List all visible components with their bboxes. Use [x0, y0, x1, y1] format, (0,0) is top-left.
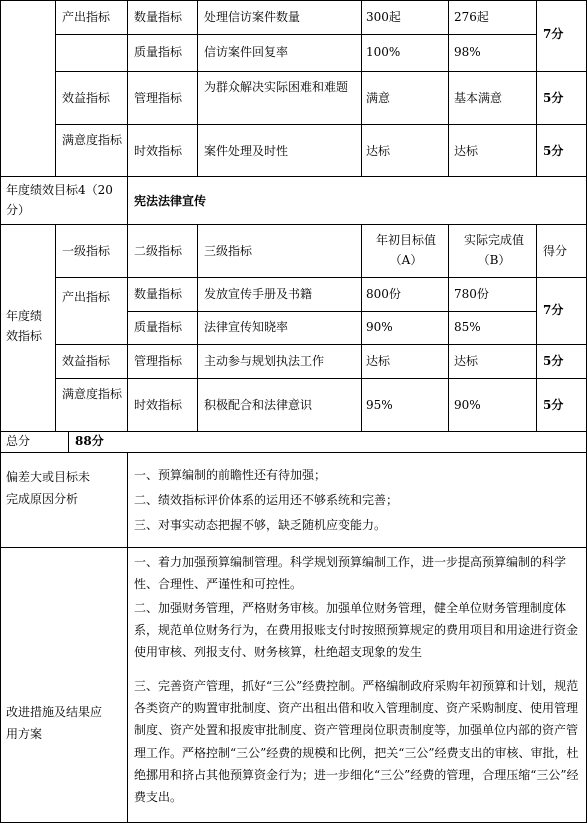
- target-value: 300起: [366, 10, 401, 24]
- rule: [55, 344, 587, 345]
- target-value: 95%: [366, 398, 393, 412]
- deviation-item: 一、预算编制的前瞻性还有待加强；: [134, 468, 327, 482]
- rule: [536, 224, 537, 431]
- rule: [197, 224, 198, 431]
- header-score: 得分: [543, 244, 568, 258]
- level3-cell: 主动参与规划执法工作: [204, 354, 325, 368]
- rule: [0, 452, 587, 453]
- rule: [197, 0, 198, 176]
- level2-cell: 数量指标: [134, 287, 183, 301]
- output-indicator-label: 产出指标: [62, 290, 111, 304]
- rule: [448, 0, 449, 176]
- actual-value: 基本满意: [454, 91, 503, 105]
- target-value: 90%: [366, 320, 393, 334]
- level3-cell: 积极配合和法律意识: [204, 398, 313, 412]
- target-value: 达标: [366, 144, 391, 158]
- rule: [361, 0, 362, 176]
- satisfaction-indicator-label: 满意度指标: [62, 133, 123, 147]
- rule: [0, 0, 1, 823]
- improvement-paragraph: 二、加强财务管理，严格财务审核。加强单位财务管理，健全单位财务管理制度体系，规范单位财务行为，在费用报账支付时按照预算规定的费用项目和用途进行资金使用审核、列报支付、财务核算，杜绝超支现象的发生: [134, 601, 579, 660]
- rule: [0, 0, 587, 1]
- actual-value: 276起: [454, 10, 489, 24]
- total-value: 88分: [75, 434, 104, 448]
- level2-cell: 质量指标: [134, 320, 183, 334]
- improvement-label: 改进措施及结果应用方案: [6, 705, 103, 741]
- rule: [127, 0, 128, 224]
- rule: [127, 452, 128, 823]
- rule: [55, 277, 587, 278]
- rule: [0, 224, 587, 225]
- rule: [127, 224, 128, 431]
- header-actual: 实际完成值（B）: [463, 233, 524, 267]
- score-value: 5分: [543, 91, 564, 105]
- actual-value: 达标: [454, 144, 479, 158]
- deviation-label: 偏差大或目标未完成原因分析: [6, 470, 91, 506]
- header-target: 年初目标值（A）: [375, 233, 436, 267]
- rule: [55, 224, 56, 431]
- header-level2: 二级指标: [134, 244, 183, 258]
- total-label: 总分: [6, 434, 31, 448]
- target-value: 满意: [366, 91, 391, 105]
- rule: [536, 0, 537, 176]
- level2-cell: 时效指标: [134, 398, 183, 412]
- level3-cell: 处理信访案件数量: [204, 10, 301, 24]
- deviation-item: 三、对事实动态把握不够，缺乏随机应变能力。: [134, 518, 387, 532]
- benefit-indicator-label: 效益指标: [62, 91, 111, 105]
- header-level3: 三级指标: [204, 244, 253, 258]
- level2-cell: 管理指标: [134, 91, 183, 105]
- rule: [448, 224, 449, 431]
- deviation-item: 二、绩效指标评价体系的运用还不够系统和完善；: [134, 493, 399, 507]
- score-value: 7分: [543, 303, 564, 317]
- level2-cell: 时效指标: [134, 144, 183, 158]
- target-value: 100%: [366, 45, 401, 59]
- improvement-paragraph: 三、完善资产管理，抓好“三公”经费控制。严格编制政府采购年初预算和计划，规范各类资产的购置审批制度、资产出租出借和收入管理制度、资产采购制度、使用管理制度、资产处置和报废审批制度、资产管理岗位职责制度等，加强单位内部的资产管理工作。严格控制“三公”经费的规模和比例，把关“三公”经费支出的审核、审批，杜绝挪用和挤占其他预算资金行为；进一步细化“三公”经费的管理，合理压缩“三公”经费支出。: [134, 679, 579, 805]
- actual-value: 780份: [454, 287, 489, 301]
- score-value: 5分: [543, 144, 564, 158]
- rule: [0, 547, 587, 548]
- level2-cell: 数量指标: [134, 10, 183, 24]
- level3-cell: 为群众解决实际困难和难题: [204, 80, 349, 94]
- rule: [0, 176, 587, 177]
- section-label: 年度绩效指标: [6, 309, 43, 343]
- actual-value: 达标: [454, 354, 479, 368]
- target-value: 达标: [366, 354, 391, 368]
- rule: [55, 124, 587, 125]
- level2-cell: 质量指标: [134, 45, 183, 59]
- level3-cell: 信访案件回复率: [204, 45, 289, 59]
- goal4-name: 宪法法律宣传: [134, 194, 207, 208]
- level3-cell: 案件处理及时性: [204, 144, 289, 158]
- actual-value: 85%: [454, 320, 481, 334]
- rule: [361, 224, 362, 431]
- output-indicator-label: 产出指标: [62, 10, 111, 24]
- rule: [55, 0, 56, 176]
- rule: [55, 378, 587, 379]
- actual-value: 90%: [454, 398, 481, 412]
- level2-cell: 管理指标: [134, 354, 183, 368]
- improvement-paragraph: 一、着力加强预算编制管理。科学规划预算编制工作，进一步提高预算编制的科学性、合理性、严谨性和可控性。: [134, 555, 567, 592]
- actual-value: 98%: [454, 45, 481, 59]
- benefit-indicator-label: 效益指标: [62, 354, 111, 368]
- score-value: 5分: [543, 398, 564, 412]
- level3-cell: 法律宣传知晓率: [204, 320, 289, 334]
- satisfaction-indicator-label: 满意度指标: [62, 387, 123, 401]
- header-level1: 一级指标: [62, 244, 111, 258]
- rule: [127, 311, 536, 312]
- score-value: 7分: [543, 27, 564, 41]
- target-value: 800份: [366, 287, 401, 301]
- score-value: 5分: [543, 354, 564, 368]
- level3-cell: 发放宣传手册及书籍: [204, 287, 313, 301]
- goal4-title: 年度绩效目标4（20分）: [6, 183, 113, 217]
- rule: [55, 71, 587, 72]
- rule: [68, 431, 69, 452]
